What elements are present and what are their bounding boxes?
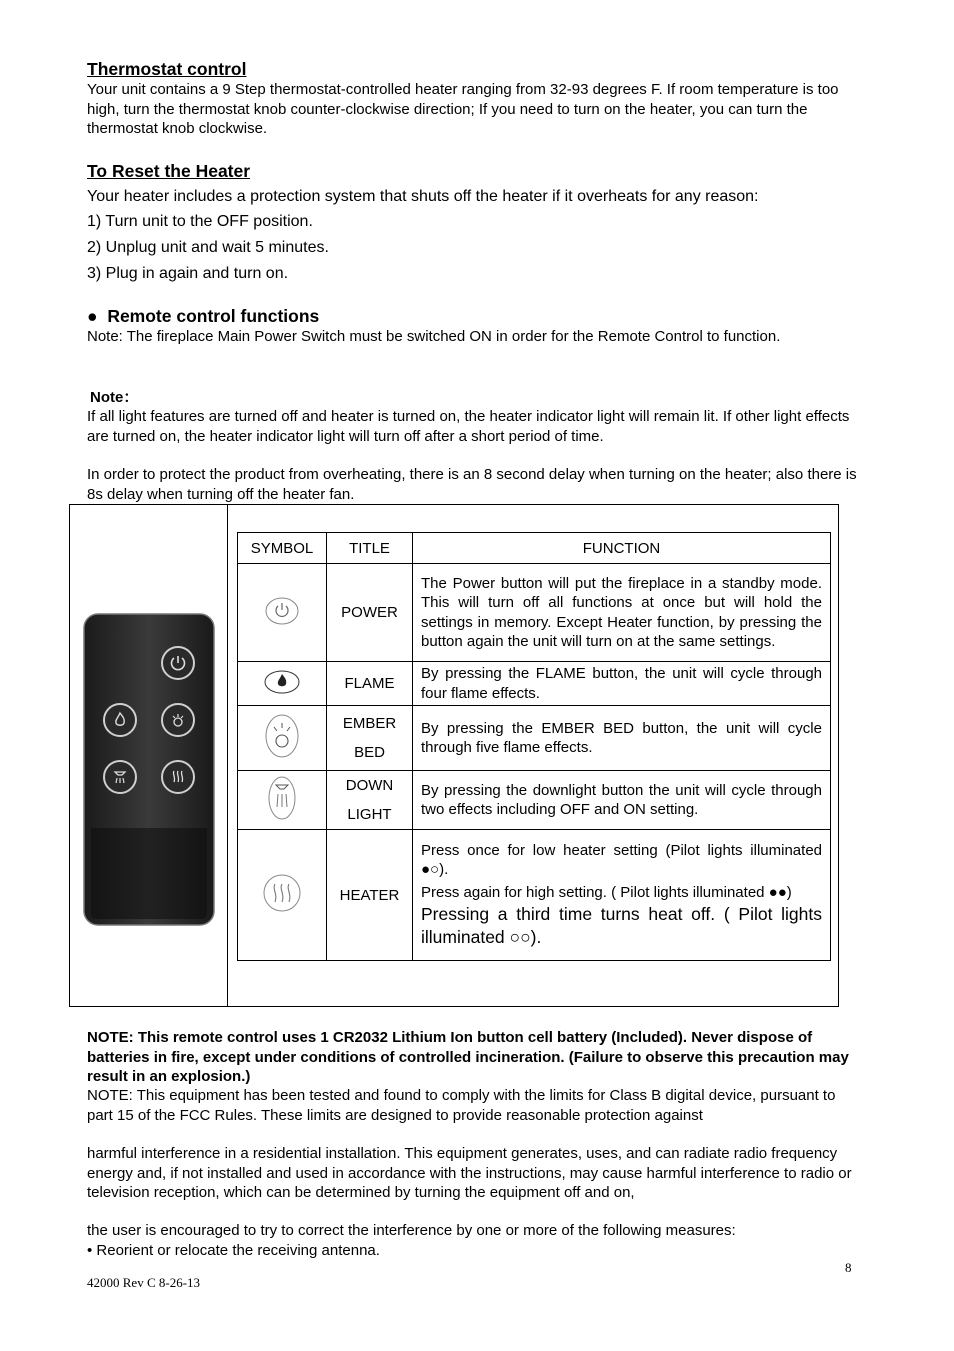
battery-note: NOTE: This remote control uses 1 CR2032 Lithium Ion button cell battery (Included). Never dispose of batteries in fire, except under conditions of controlled incineration. (Failure to observe this precaution may result in an explosion.) (87, 1029, 849, 1085)
function-cell: By pressing the EMBER BED button, the unit will cycle through five flame effects. (413, 706, 831, 771)
fcc-bullet-1: • Reorient or relocate the receiving antenna. (87, 1242, 380, 1259)
header-function: FUNCTION (413, 533, 831, 564)
symbol-cell (238, 662, 327, 706)
title-cell (327, 706, 413, 771)
remote-heading-row (87, 306, 319, 327)
reset-step-3: 3) Plug in again and turn on. (87, 265, 289, 282)
page-number: 8 (845, 1260, 852, 1275)
header-symbol: SYMBOL (238, 533, 327, 564)
note-paragraph-1: If all light features are turned off and heater is turned on, the heater indicator light will remain lit. If other light effects are turned on, the heater indicator light will turn off after a short period of time. (87, 408, 850, 445)
ember-bed-icon (264, 713, 300, 759)
title-cell: POWER (327, 564, 413, 662)
thermostat-body: Your unit contains a 9 Step thermostat-controlled heater ranging from 32-93 degrees F. If room temperature is too high, turn the thermostat knob counter-clockwise direction; If you need to turn on the heater, you can turn the thermostat knob clockwise. (87, 81, 839, 137)
title-line-2: BED (354, 744, 385, 761)
title-cell: HEATER (327, 830, 413, 961)
downlight-icon (267, 775, 297, 821)
note-paragraph-2: In order to protect the product from overheating, there is an 8 second delay when turning on the heater; also there is 8s delay when turning off the heater fan. (87, 466, 857, 503)
reset-intro: Your heater includes a protection system that shuts off the heater if it overheats for any reason: (87, 188, 759, 205)
remote-downlight-button (103, 760, 137, 794)
symbol-cell (238, 771, 327, 830)
bullet-icon: ● (87, 306, 98, 326)
heater-step-2: Press again for high setting. ( Pilot lights illuminated ●●) (421, 883, 792, 901)
symbol-cell (238, 706, 327, 771)
thermostat-heading: Thermostat control (87, 59, 247, 79)
title-line-1: DOWN (345, 777, 394, 794)
power-icon (264, 596, 300, 626)
fcc-paragraph-3: the user is encouraged to try to correct the interference by one or more of the following measures: (87, 1222, 736, 1239)
table-row (238, 771, 831, 830)
fcc-paragraph-2: harmful interference in a residential installation. This equipment generates, uses, and can radiate radio frequency energy and, if not installed and used in accordance with the instructions, may cause harmful interference to radio or television reception, which can be determined by turning the equipment off and on, (87, 1145, 852, 1201)
note-label: Note： (90, 389, 139, 406)
heater-icon (262, 873, 302, 913)
document-id: 42000 Rev C 8-26-13 (87, 1275, 201, 1290)
remote-power-button (161, 646, 195, 680)
table-row (238, 706, 831, 771)
remote-heater-button (161, 760, 195, 794)
table-row (238, 830, 831, 961)
symbol-cell (238, 564, 327, 662)
remote-ember-button (161, 703, 195, 737)
reset-step-1: 1) Turn unit to the OFF position. (87, 213, 313, 230)
heater-step-3: Pressing a third time turns heat off. ( Pilot lights illuminated ○○). (421, 904, 822, 948)
reset-heading: To Reset the Heater (87, 161, 251, 181)
header-title: TITLE (327, 533, 413, 564)
remote-heading: Remote control functions (107, 306, 320, 326)
title-cell (327, 771, 413, 830)
title-cell: FLAME (327, 662, 413, 706)
function-cell: By pressing the FLAME button, the unit will cycle through four flame effects. (413, 662, 831, 706)
heater-step-1: Press once for low heater setting (Pilot lights illuminated ●○). (421, 841, 822, 879)
table-row (238, 564, 831, 662)
function-table (237, 532, 831, 961)
title-line-1: EMBER (342, 715, 397, 732)
function-cell: By pressing the downlight button the unit will cycle through two effects including OFF and ON setting. (413, 771, 831, 830)
fcc-paragraph-1: NOTE: This equipment has been tested and found to comply with the limits for Class B digital device, pursuant to part 15 of the FCC Rules. These limits are designed to provide reasonable protection against (87, 1087, 836, 1124)
table-row (238, 662, 831, 706)
remote-control-illustration (83, 613, 215, 926)
function-cell (413, 830, 831, 961)
symbol-cell (238, 830, 327, 961)
table-header-row (238, 533, 831, 564)
reset-step-2: 2) Unplug unit and wait 5 minutes. (87, 239, 329, 256)
function-cell: The Power button will put the fireplace in a standby mode. This will turn off all functions at once but will hold the settings in memory. Except Heater function, by pressing the button again the unit will turn on at the same settings. (413, 564, 831, 662)
remote-note: Note: The fireplace Main Power Switch must be switched ON in order for the Remote Control to function. (87, 328, 781, 345)
title-line-2: LIGHT (347, 806, 392, 823)
remote-flame-button (103, 703, 137, 737)
flame-icon (264, 669, 300, 695)
remote-panel-divider (227, 504, 228, 1007)
